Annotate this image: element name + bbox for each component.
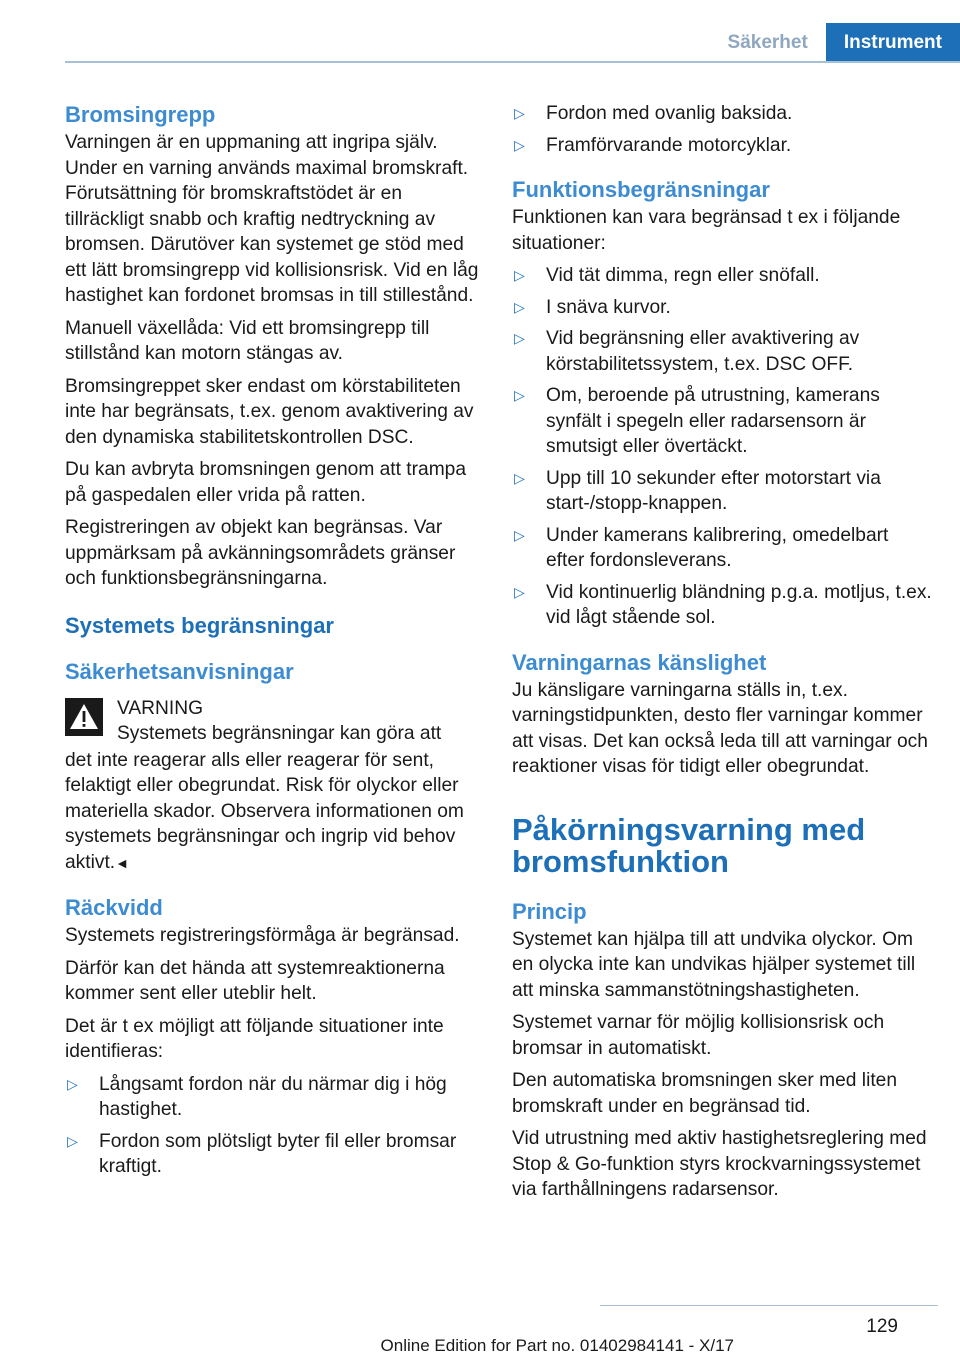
list-item: ▷ Under kamerans kalibrering, omedelbart efter fordonsleverans. [514, 524, 889, 571]
bullet-triangle-icon: ▷ [67, 1075, 78, 1092]
list-item: ▷ Upp till 10 sekunder efter motorstart via start-/stopp-knappen. [514, 467, 881, 514]
bullet-triangle-icon: ▷ [514, 526, 525, 543]
bullet-triangle-icon: ▷ [67, 1132, 78, 1149]
paragraph: Registreringen av objekt kan begränsas. Var uppmärksam på avkänningsområdets gränser och funktionsbegränsningarna. [65, 517, 456, 589]
list-item: ▷ Vid kontinuerlig bländning p.g.a. motljus, t.ex. vid lågt stående sol. [514, 581, 932, 628]
bullet-list [512, 101, 932, 158]
heading-varningarnas-kanslighet: Varningarnas känslighet [512, 649, 767, 675]
bullet-triangle-icon: ▷ [514, 105, 525, 121]
list-item: ▷ Fordon som plötsligt byter fil eller bromsar kraftigt. [67, 1130, 457, 1177]
bullet-triangle-icon: ▷ [514, 136, 525, 153]
warning-label: VARNING [117, 697, 203, 719]
paragraph: Ju känsligare varningarna ställs in, t.ex. varningstidpunkten, desto fler varningar kommer att visas. Det kan också leda till att varningar och reaktioner visas för tidigt eller obegrundat. [512, 679, 928, 777]
list-item: ▷ Framförvarande motorcyklar. [512, 133, 932, 159]
paragraph: Bromsingreppet sker endast om körstabiliteten inte har begränsats, t.ex. genom avaktivering av den dynamiska stabilitetskontrollen DSC. [65, 375, 474, 448]
bullet-triangle-icon: ▷ [514, 267, 525, 283]
right-column [512, 101, 932, 1210]
bullet-triangle-icon: ▷ [514, 298, 525, 315]
list-item: ▷ Om, beroende på utrustning, kamerans synfält i spegeln eller radarsensorn är smutsigt eller övertäckt. [514, 385, 880, 457]
paragraph: Systemet varnar för möjlig kollisionsrisk och bromsar in automatiskt. [512, 1012, 885, 1059]
bullet-list [65, 1072, 483, 1180]
bullet-triangle-icon: ▷ [514, 469, 525, 486]
paragraph: Den automatiska bromsningen sker med liten bromskraft under en begränsad tid. [512, 1070, 898, 1117]
header-tabs [710, 23, 960, 63]
page-number: 129 [866, 1316, 898, 1337]
paragraph: Varningen är en uppmaning att ingripa själv. Under en varning används maximal bromskraft. Förutsättning för bromskraftstödet är en tillräckligt snabb och kraftig nedtryckning av bromsen. Därutöver kan systemet ge stöd med ett lätt bromsingrepp vid kollisionsrisk. Vid en låg hastighet kan fordonet bromsas in till stillestånd. [65, 132, 479, 306]
warning-triangle-icon [65, 698, 103, 736]
heading-bromsingrepp: Bromsingrepp [65, 102, 216, 127]
left-column [65, 101, 483, 1188]
heading-sakerhetsanvisningar: Säkerhetsanvisningar [65, 658, 294, 684]
heading-rackvidd: Räckvidd [65, 895, 163, 920]
paragraph: Funktionen kan vara begränsad t ex i följande situationer: [512, 207, 901, 254]
paragraph: Därför kan det hända att systemreaktionerna kommer sent eller uteblir helt. [65, 957, 445, 1004]
list-item: ▷ Långsamt fordon när du närmar dig i hög hastighet. [67, 1073, 447, 1120]
paragraph: Systemets registreringsförmåga är begränsad. [65, 925, 460, 946]
heading-systemets-begransningar: Systemets begränsningar [65, 612, 334, 638]
warning-first-line: Systemets begränsningar kan göra att [117, 723, 442, 744]
footer-edition: Online Edition for Part no. 01402984141 - X/17 [380, 1336, 734, 1355]
bullet-list [512, 263, 932, 631]
paragraph: Vid utrustning med aktiv hastighetsreglering med Stop & Go-funktion styrs krockvarningssystemet via farthållningens radarsensor. [512, 1128, 927, 1200]
list-item: ▷ I snäva kurvor. [512, 295, 932, 321]
paragraph: Manuell växellåda: Vid ett bromsingrepp till stillstånd kan motorn stängas av. [65, 317, 430, 364]
heading-funktionsbegransningar: Funktionsbegränsningar [512, 177, 770, 202]
warning-text: det inte reagerar alls eller reagerar för sent, felaktigt eller obegrundat. Risk för olyckor eller materiella skador. Observera informationen om systemets begränsningar och ingrip vid behov aktivt.◄ [65, 749, 464, 873]
paragraph: Det är t ex möjligt att följande situationer inte identifieras: [65, 1015, 444, 1062]
list-item: ▷ Vid begränsning eller avaktivering av körstabilitetssystem, t.ex. DSC OFF. [514, 328, 860, 375]
list-item: ▷ Vid tät dimma, regn eller snöfall. [512, 263, 932, 289]
paragraph: Du kan avbryta bromsningen genom att trampa på gaspedalen eller vrida på ratten. [65, 459, 467, 506]
paragraph: Systemet kan hjälpa till att undvika olyckor. Om en olycka inte kan undvikas hjälper systemet till att minska sammanstötningshastigheten. [512, 928, 916, 1001]
heading-pakorningsvarning: Påkörningsvarning med bromsfunktion [512, 811, 866, 879]
header-divider [65, 61, 960, 63]
end-marker-icon: ◄ [115, 854, 129, 871]
bullet-triangle-icon: ▷ [514, 387, 525, 403]
bullet-triangle-icon: ▷ [514, 583, 525, 600]
heading-princip: Princip [512, 898, 587, 924]
tab-instrument[interactable]: Instrument [826, 23, 960, 63]
tab-sakerhet[interactable]: Säkerhet [710, 23, 826, 63]
footer-divider [600, 1305, 938, 1306]
warning-block [65, 696, 483, 748]
bullet-triangle-icon: ▷ [514, 330, 525, 346]
list-item: ▷ Fordon med ovanlig baksida. [512, 101, 932, 127]
